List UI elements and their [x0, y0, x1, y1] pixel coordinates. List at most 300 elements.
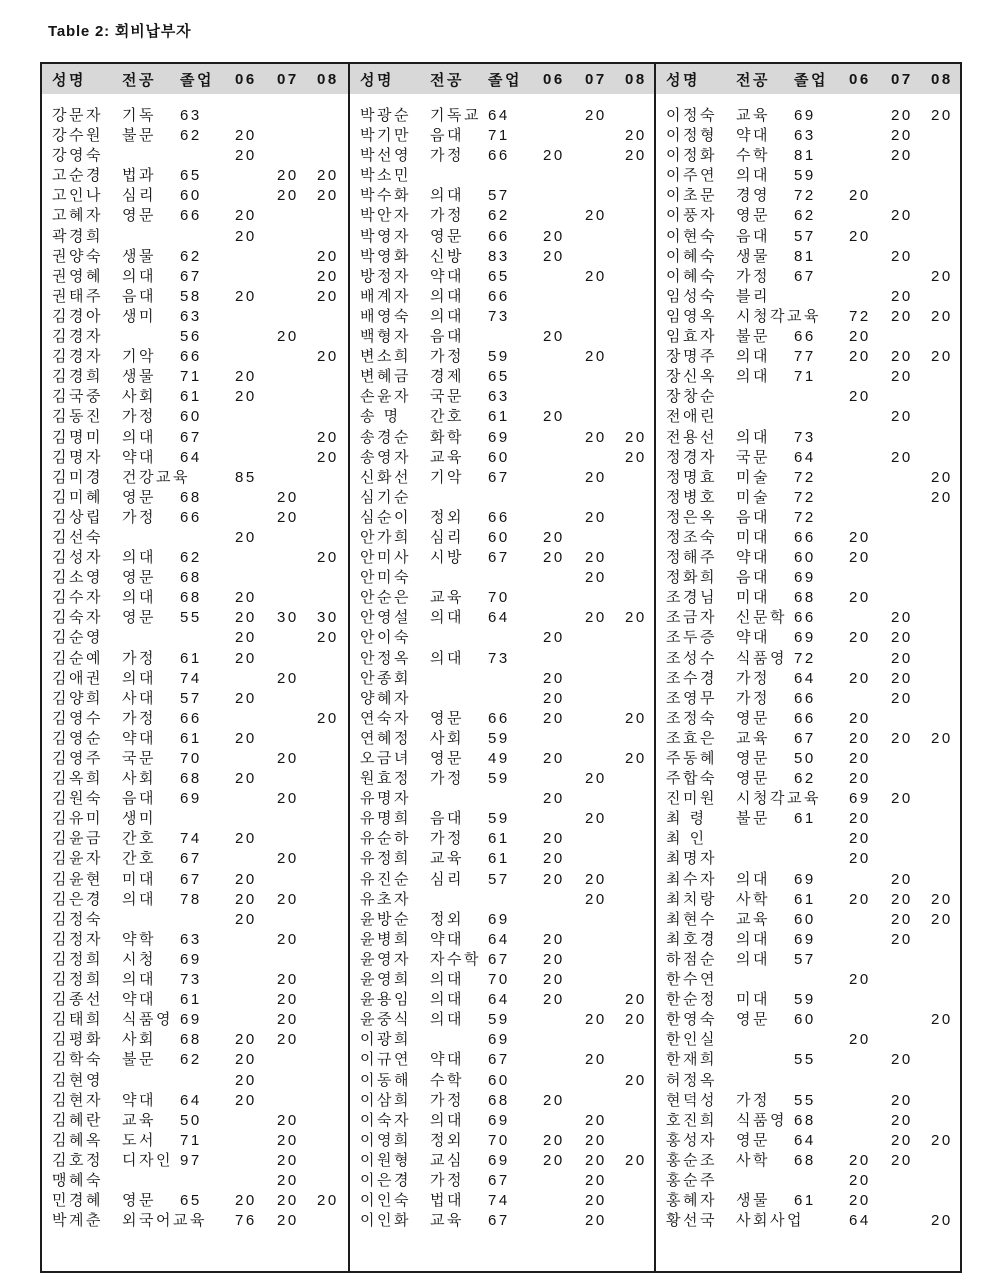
cell-name: 진미원	[666, 790, 717, 808]
cell-08	[931, 809, 960, 829]
cell-name: 김영주	[52, 750, 103, 767]
cell-08	[317, 488, 346, 508]
cell-grad: 67	[180, 428, 202, 446]
cell-grad: 83	[488, 247, 510, 265]
table-row	[42, 1050, 348, 1070]
cell-name: 송경순	[360, 428, 411, 446]
cell-07	[891, 950, 931, 970]
table-row	[656, 769, 960, 789]
cell-07: 20	[277, 1031, 299, 1049]
cell-grad: 50	[180, 1111, 202, 1129]
cell-08	[625, 568, 654, 588]
cell-06	[543, 1071, 585, 1091]
cell-name: 정병호	[666, 488, 717, 506]
cell-06	[849, 649, 891, 669]
table-row	[350, 327, 654, 347]
cell-major: 간호	[122, 850, 156, 868]
cell-grad: 64	[794, 669, 816, 687]
cell-06: 20	[849, 589, 871, 607]
cell-08: 20	[317, 267, 339, 285]
cell-name: 김경자	[52, 328, 103, 346]
cell-07	[585, 849, 625, 869]
cell-major: 약대	[430, 267, 464, 285]
cell-07	[585, 387, 625, 407]
cell-06	[235, 327, 277, 347]
cell-08: 20	[931, 267, 953, 285]
cell-grad: 66	[794, 609, 816, 627]
cell-06	[543, 890, 585, 910]
cell-07: 20	[277, 1151, 299, 1169]
cell-08: 20	[625, 147, 647, 165]
cell-07	[891, 970, 931, 990]
table-row	[656, 709, 960, 729]
cell-name: 이혜숙	[666, 247, 717, 265]
cell-06	[235, 809, 277, 829]
table-row	[350, 247, 654, 267]
cell-08	[625, 1030, 654, 1050]
cell-07	[891, 1211, 931, 1231]
cell-grad	[488, 628, 543, 648]
table-row	[350, 649, 654, 669]
cell-08	[317, 407, 346, 427]
cell-06	[543, 126, 585, 146]
cell-major: 음대	[736, 569, 770, 587]
cell-06	[543, 347, 585, 367]
cell-grad: 72	[794, 468, 816, 486]
cell-06: 20	[235, 770, 257, 788]
cell-name: 연숙자	[360, 709, 411, 727]
cell-06	[543, 649, 585, 669]
cell-07	[585, 327, 625, 347]
cell-major: 영문	[122, 207, 156, 225]
table-row	[350, 267, 654, 287]
cell-major: 교육	[430, 1212, 464, 1230]
table-row	[350, 1131, 654, 1151]
cell-07: 20	[891, 609, 913, 627]
cell-06: 20	[235, 1071, 257, 1089]
cell-07	[585, 990, 625, 1010]
cell-name: 이영희	[360, 1131, 411, 1149]
cell-name: 유명희	[360, 810, 411, 828]
cell-name: 김상립	[52, 508, 103, 526]
cell-07: 20	[585, 870, 607, 888]
cell-name: 김경아	[52, 307, 103, 325]
cell-grad: 55	[794, 1051, 816, 1069]
cell-major: 약대	[736, 549, 770, 567]
cell-08	[317, 367, 346, 387]
cell-name: 김미경	[52, 468, 103, 486]
cell-08	[931, 287, 960, 307]
cell-08	[625, 1191, 654, 1211]
cell-grad: 67	[794, 267, 816, 285]
cell-grad: 57	[488, 870, 510, 888]
cell-07: 20	[891, 348, 913, 366]
cell-08	[625, 729, 654, 749]
cell-08	[317, 829, 346, 849]
cell-07	[585, 227, 625, 247]
cell-06: 64	[849, 1212, 871, 1230]
cell-name: 현덕성	[666, 1091, 717, 1109]
table-row	[42, 890, 348, 910]
cell-major	[122, 910, 180, 930]
cell-06	[849, 126, 891, 146]
table-row	[42, 126, 348, 146]
cell-07	[277, 1091, 317, 1111]
cell-grad: 70	[488, 1131, 510, 1149]
header-name: 성명	[666, 71, 700, 89]
cell-major: 사회	[122, 388, 156, 406]
cell-name: 정은옥	[666, 508, 717, 526]
cell-07	[585, 749, 625, 769]
cell-grad: 66	[488, 508, 510, 526]
table-row	[42, 548, 348, 568]
cell-name: 안순은	[360, 589, 411, 607]
cell-major: 음대	[430, 810, 464, 828]
cell-major: 가정	[736, 689, 770, 707]
cell-major	[430, 568, 488, 588]
cell-07: 20	[277, 1192, 299, 1210]
cell-grad	[180, 1211, 235, 1231]
table-row	[656, 1050, 960, 1070]
table-row	[350, 588, 654, 608]
cell-major: 시청각교육	[736, 307, 821, 325]
cell-08	[317, 1151, 346, 1171]
cell-06: 20	[235, 1031, 257, 1049]
cell-grad: 66	[488, 287, 510, 305]
cell-name: 곽경희	[52, 227, 103, 245]
table-row	[656, 186, 960, 206]
cell-08: 30	[317, 609, 339, 627]
cell-06	[543, 1211, 585, 1231]
table-row	[42, 930, 348, 950]
table-row	[350, 669, 654, 689]
cell-06	[849, 608, 891, 628]
cell-name: 전애린	[666, 408, 717, 426]
cell-grad: 62	[794, 770, 816, 788]
cell-07	[277, 428, 317, 448]
cell-06	[849, 448, 891, 468]
table-row	[656, 749, 960, 769]
cell-07	[891, 809, 931, 829]
cell-name: 홍순주	[666, 1171, 717, 1189]
cell-08	[317, 588, 346, 608]
cell-06	[849, 166, 891, 186]
cell-name: 신화선	[360, 468, 411, 486]
cell-06: 20	[235, 207, 257, 225]
cell-07	[891, 548, 931, 568]
cell-major: 경제	[430, 368, 464, 386]
cell-06	[543, 809, 585, 829]
cell-08	[317, 1010, 346, 1030]
cell-08	[625, 910, 654, 930]
cell-06	[235, 950, 277, 970]
table-row	[42, 387, 348, 407]
cell-08	[625, 166, 654, 186]
cell-name: 김윤금	[52, 830, 103, 848]
cell-name: 한재희	[666, 1051, 717, 1069]
cell-major: 심리	[122, 187, 156, 205]
cell-07	[891, 166, 931, 186]
cell-major: 영문	[430, 709, 464, 727]
cell-07: 20	[891, 1091, 913, 1109]
cell-major: 음대	[430, 127, 464, 145]
cell-06	[235, 186, 277, 206]
cell-major: 시청각교육	[736, 790, 821, 808]
cell-06	[543, 769, 585, 789]
cell-major: 가정	[122, 508, 156, 526]
cell-06	[235, 1171, 277, 1191]
cell-08	[625, 267, 654, 287]
table-row	[656, 126, 960, 146]
cell-name: 호진희	[666, 1111, 717, 1129]
column-group-1	[42, 64, 348, 1271]
cell-name: 홍혜자	[666, 1192, 717, 1210]
cell-name: 박광순	[360, 107, 411, 124]
cell-name: 안종회	[360, 669, 411, 687]
cell-grad	[794, 307, 849, 327]
cell-major: 교육	[736, 910, 770, 928]
cell-08	[625, 849, 654, 869]
table-row	[656, 1010, 960, 1030]
cell-08	[625, 106, 654, 126]
cell-major: 가정	[430, 1091, 464, 1109]
cell-major: 가정	[736, 1091, 770, 1109]
cell-major: 시청	[122, 950, 156, 968]
header-grad: 졸업	[794, 71, 828, 89]
cell-major: 의대	[430, 307, 464, 325]
cell-07	[277, 588, 317, 608]
cell-08	[317, 1030, 346, 1050]
table-row	[42, 1091, 348, 1111]
cell-name: 안미사	[360, 549, 411, 567]
cell-name: 김애권	[52, 669, 103, 687]
cell-name: 김숙자	[52, 609, 103, 627]
cell-07: 20	[585, 810, 607, 828]
cell-name: 이인화	[360, 1212, 411, 1230]
cell-name: 강수원	[52, 127, 103, 145]
cell-08	[931, 126, 960, 146]
table-row	[350, 910, 654, 930]
cell-08	[317, 146, 346, 166]
cell-07	[277, 227, 317, 247]
cell-07	[585, 689, 625, 709]
cell-major: 약대	[122, 729, 156, 747]
cell-major	[122, 1071, 180, 1091]
cell-name: 이원형	[360, 1151, 411, 1169]
cell-08	[625, 769, 654, 789]
cell-major	[122, 227, 180, 247]
table-row	[350, 508, 654, 528]
cell-grad: 71	[180, 368, 202, 386]
cell-07	[891, 387, 931, 407]
table-row	[350, 709, 654, 729]
cell-grad	[488, 689, 543, 709]
cell-08	[317, 910, 346, 930]
cell-08: 20	[625, 709, 647, 727]
cell-major: 약대	[430, 1051, 464, 1069]
cell-06	[543, 287, 585, 307]
cell-name: 배계자	[360, 287, 411, 305]
cell-06: 20	[849, 549, 871, 567]
cell-grad: 62	[180, 127, 202, 145]
cell-name: 김원숙	[52, 790, 103, 808]
cell-06: 20	[849, 388, 871, 406]
cell-08	[931, 749, 960, 769]
table-row	[42, 608, 348, 628]
table-row	[42, 1151, 348, 1171]
cell-08: 20	[931, 1212, 953, 1230]
cell-08	[317, 870, 346, 890]
cell-07: 20	[891, 1111, 913, 1129]
cell-07: 20	[585, 1151, 607, 1169]
cell-name: 이삼희	[360, 1091, 411, 1109]
cell-name: 안정옥	[360, 649, 411, 667]
cell-06	[235, 990, 277, 1010]
cell-06	[849, 1010, 891, 1030]
cell-name: 권양숙	[52, 247, 103, 265]
cell-major: 가정	[736, 267, 770, 285]
cell-grad: 63	[794, 127, 816, 145]
cell-06	[235, 1010, 277, 1030]
cell-06: 20	[235, 589, 257, 607]
cell-major: 생물	[736, 1192, 770, 1210]
table-row	[42, 106, 348, 126]
table-row	[350, 186, 654, 206]
cell-06	[235, 267, 277, 287]
cell-major: 영문	[736, 207, 770, 225]
cell-08	[625, 809, 654, 829]
cell-grad	[180, 528, 235, 548]
cell-grad: 70	[488, 971, 510, 989]
table-row	[656, 1151, 960, 1171]
cell-major: 수학	[430, 1071, 464, 1089]
cell-06	[543, 186, 585, 206]
cell-major: 화학	[430, 428, 464, 446]
cell-major: 가정	[122, 649, 156, 667]
cell-06	[849, 508, 891, 528]
cell-08	[317, 126, 346, 146]
table-row	[350, 387, 654, 407]
cell-08	[931, 649, 960, 669]
table-row	[42, 206, 348, 226]
table-row	[656, 267, 960, 287]
cell-major: 교심	[430, 1151, 464, 1169]
table-row	[42, 950, 348, 970]
cell-06: 20	[235, 1192, 257, 1210]
cell-07	[277, 106, 317, 126]
cell-08: 20	[931, 107, 953, 124]
table-row	[656, 347, 960, 367]
cell-06: 20	[543, 850, 565, 868]
cell-08: 20	[625, 1071, 647, 1089]
cell-major: 외국어교육	[122, 1212, 207, 1230]
cell-07	[585, 709, 625, 729]
cell-grad	[488, 669, 543, 689]
cell-06	[849, 950, 891, 970]
cell-07: 20	[277, 750, 299, 767]
cell-major: 교육	[736, 107, 770, 124]
cell-name: 박계춘	[52, 1212, 103, 1230]
cell-major: 시방	[430, 549, 464, 567]
cell-grad	[180, 628, 235, 648]
cell-grad	[488, 789, 543, 809]
cell-07	[277, 870, 317, 890]
cell-grad: 64	[488, 930, 510, 948]
cell-grad: 59	[488, 810, 510, 828]
cell-06	[235, 247, 277, 267]
cell-08	[317, 769, 346, 789]
cell-name: 임영옥	[666, 307, 717, 325]
cell-major: 교육	[430, 589, 464, 607]
cell-grad: 59	[488, 1011, 510, 1029]
table-row	[42, 367, 348, 387]
cell-major: 음대	[430, 328, 464, 346]
cell-07	[585, 126, 625, 146]
table-row	[656, 287, 960, 307]
cell-major: 가정	[430, 147, 464, 165]
cell-grad: 69	[794, 870, 816, 888]
table-row	[656, 789, 960, 809]
table-row	[42, 1010, 348, 1030]
cell-grad: 64	[794, 448, 816, 466]
cell-06	[543, 428, 585, 448]
cell-grad: 66	[794, 709, 816, 727]
cell-grad: 74	[180, 669, 202, 687]
cell-grad: 67	[488, 1051, 510, 1069]
cell-06	[543, 1010, 585, 1030]
cell-06: 20	[543, 750, 565, 767]
cell-grad: 77	[794, 348, 816, 366]
cell-07	[891, 588, 931, 608]
cell-grad: 61	[794, 810, 816, 828]
cell-name: 박영화	[360, 247, 411, 265]
cell-grad: 73	[488, 307, 510, 325]
cell-major: 자수학	[430, 950, 481, 968]
cell-07	[891, 508, 931, 528]
cell-08	[931, 990, 960, 1010]
table-row	[42, 809, 348, 829]
cell-07: 20	[585, 1051, 607, 1069]
cell-06: 20	[849, 1192, 871, 1210]
cell-08	[931, 327, 960, 347]
cell-06: 20	[235, 227, 257, 245]
cell-06: 20	[849, 750, 871, 767]
cell-08: 20	[317, 348, 339, 366]
cell-name: 윤영희	[360, 971, 411, 989]
table-row	[350, 970, 654, 990]
cell-major: 가정	[430, 348, 464, 366]
table-row	[656, 206, 960, 226]
cell-name: 김정희	[52, 950, 103, 968]
cell-07: 20	[277, 1011, 299, 1029]
cell-major: 건강교육	[122, 468, 190, 486]
cell-name: 정화희	[666, 569, 717, 587]
cell-07: 20	[891, 307, 913, 325]
cell-name: 임효자	[666, 328, 717, 346]
cell-major: 국문	[736, 448, 770, 466]
cell-name: 김성자	[52, 549, 103, 567]
cell-name: 정경자	[666, 448, 717, 466]
cell-grad: 70	[488, 589, 510, 607]
cell-name: 김윤현	[52, 870, 103, 888]
cell-06	[235, 568, 277, 588]
cell-08	[625, 1050, 654, 1070]
cell-major: 교육	[736, 729, 770, 747]
cell-08	[931, 1111, 960, 1131]
table-row	[42, 528, 348, 548]
cell-06: 20	[543, 328, 565, 346]
cell-major	[122, 327, 180, 347]
